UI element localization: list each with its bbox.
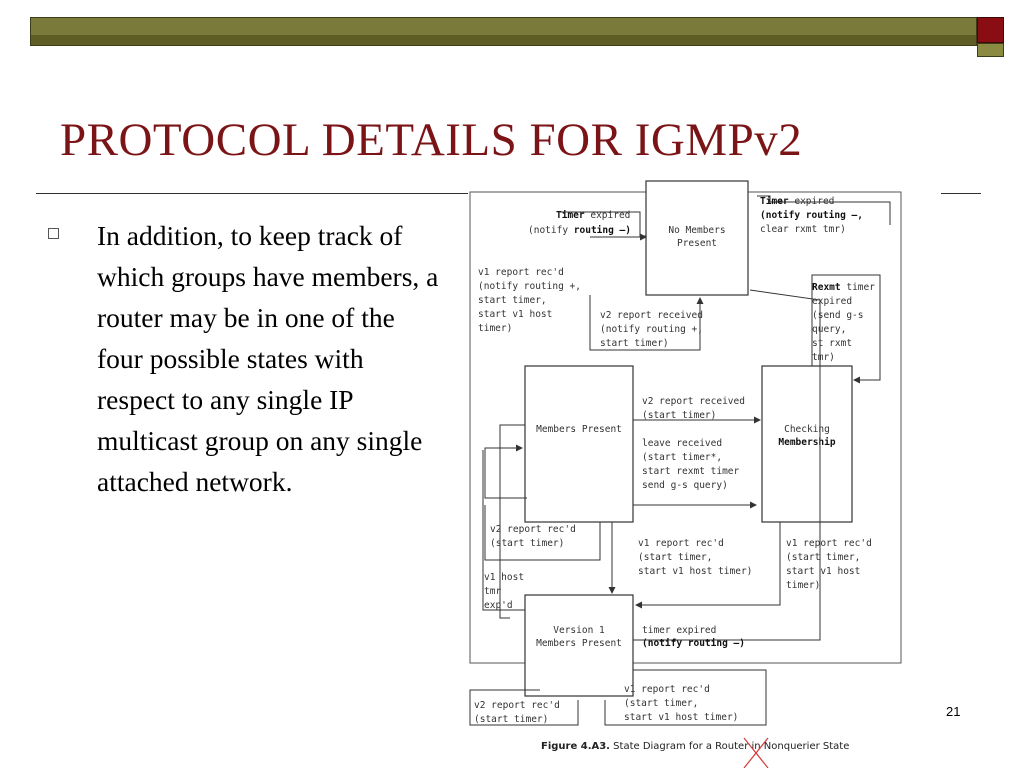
- state-members-present: [525, 366, 633, 522]
- svg-text:start timer,: start timer,: [478, 295, 547, 306]
- state-checking-membership: [762, 366, 852, 522]
- svg-text:v1 report rec'd: v1 report rec'd: [478, 267, 564, 278]
- svg-text:(start timer*,: (start timer*,: [642, 452, 723, 463]
- svg-text:clear rxmt tmr): clear rxmt tmr): [760, 224, 846, 235]
- svg-text:Version 1: Version 1: [553, 625, 605, 636]
- svg-text:Rexmt timer: Rexmt timer: [812, 282, 875, 293]
- svg-text:(notify routing —,: (notify routing —,: [760, 210, 863, 221]
- title-divider: [36, 193, 468, 194]
- svg-text:start timer): start timer): [600, 338, 669, 349]
- state-diagram: [460, 178, 930, 768]
- header-bar: [30, 17, 977, 46]
- bullet-square-icon: [48, 228, 59, 239]
- svg-text:start v1 host: start v1 host: [786, 566, 861, 577]
- svg-text:start rexmt timer: start rexmt timer: [642, 466, 740, 477]
- svg-text:(notify routing —): (notify routing —): [528, 225, 631, 236]
- svg-text:expired: expired: [812, 296, 853, 307]
- svg-text:start v1 host: start v1 host: [478, 309, 553, 320]
- svg-text:Members Present: Members Present: [536, 638, 622, 649]
- svg-text:timer expired: timer expired: [642, 625, 717, 636]
- title-divider-right: [941, 193, 981, 194]
- svg-text:(start timer): (start timer): [642, 410, 717, 421]
- figure-caption: Figure 4.A3. State Diagram for a Router in Nonquerier State: [541, 741, 850, 752]
- svg-text:(start timer): (start timer): [474, 714, 549, 725]
- svg-text:(notify routing +,: (notify routing +,: [478, 281, 581, 292]
- svg-text:leave received: leave received: [642, 438, 723, 449]
- svg-text:v2 report rec'd: v2 report rec'd: [474, 700, 560, 711]
- svg-text:No Members: No Members: [668, 225, 726, 236]
- svg-text:(send g-s: (send g-s: [812, 310, 864, 321]
- page-number: 21: [946, 704, 961, 719]
- svg-text:Checking: Checking: [784, 424, 830, 435]
- svg-text:v2 report received: v2 report received: [600, 310, 703, 321]
- svg-text:Timer expired: Timer expired: [760, 196, 835, 207]
- svg-text:st rxmt: st rxmt: [812, 338, 853, 349]
- svg-text:(start timer,: (start timer,: [624, 698, 699, 709]
- svg-text:exp'd: exp'd: [484, 600, 513, 611]
- svg-text:(start timer): (start timer): [490, 538, 565, 549]
- svg-text:v1 report rec'd: v1 report rec'd: [624, 684, 710, 695]
- svg-text:tmr: tmr: [484, 586, 502, 597]
- state-diagram-figure: [460, 178, 930, 768]
- svg-text:(start timer,: (start timer,: [638, 552, 713, 563]
- svg-text:start v1 host timer): start v1 host timer): [638, 566, 753, 577]
- svg-text:(notify routing —): (notify routing —): [642, 638, 745, 649]
- svg-text:v1 report rec'd: v1 report rec'd: [638, 538, 724, 549]
- svg-text:Members Present: Members Present: [536, 424, 622, 435]
- state-no-members-present: [646, 181, 748, 295]
- accent-square-small: [977, 43, 1004, 57]
- svg-text:v1 host: v1 host: [484, 572, 525, 583]
- svg-text:v1 report rec'd: v1 report rec'd: [786, 538, 872, 549]
- svg-text:v2 report received: v2 report received: [642, 396, 745, 407]
- svg-text:query,: query,: [812, 324, 847, 335]
- svg-text:(notify routing +,: (notify routing +,: [600, 324, 703, 335]
- svg-text:timer): timer): [786, 580, 821, 591]
- svg-text:start v1 host timer): start v1 host timer): [624, 712, 739, 723]
- svg-text:(start timer,: (start timer,: [786, 552, 861, 563]
- slide-title: PROTOCOL DETAILS FOR IGMPv2: [60, 114, 803, 166]
- svg-text:Present: Present: [676, 238, 718, 249]
- state-version1-members-present: [525, 595, 633, 696]
- svg-text:Membership: Membership: [778, 437, 836, 448]
- svg-text:Timer expired: Timer expired: [556, 210, 631, 221]
- accent-square: [977, 17, 1004, 43]
- svg-text:v2 report rec'd: v2 report rec'd: [490, 524, 576, 535]
- bullet-text: In addition, to keep track of which groups have members, a router may be in one of the four possible states with respect to any single IP multicast group on any single attached network.: [97, 220, 439, 497]
- svg-text:tmr): tmr): [812, 352, 835, 363]
- svg-text:send g-s query): send g-s query): [642, 480, 728, 491]
- svg-text:timer): timer): [478, 323, 513, 334]
